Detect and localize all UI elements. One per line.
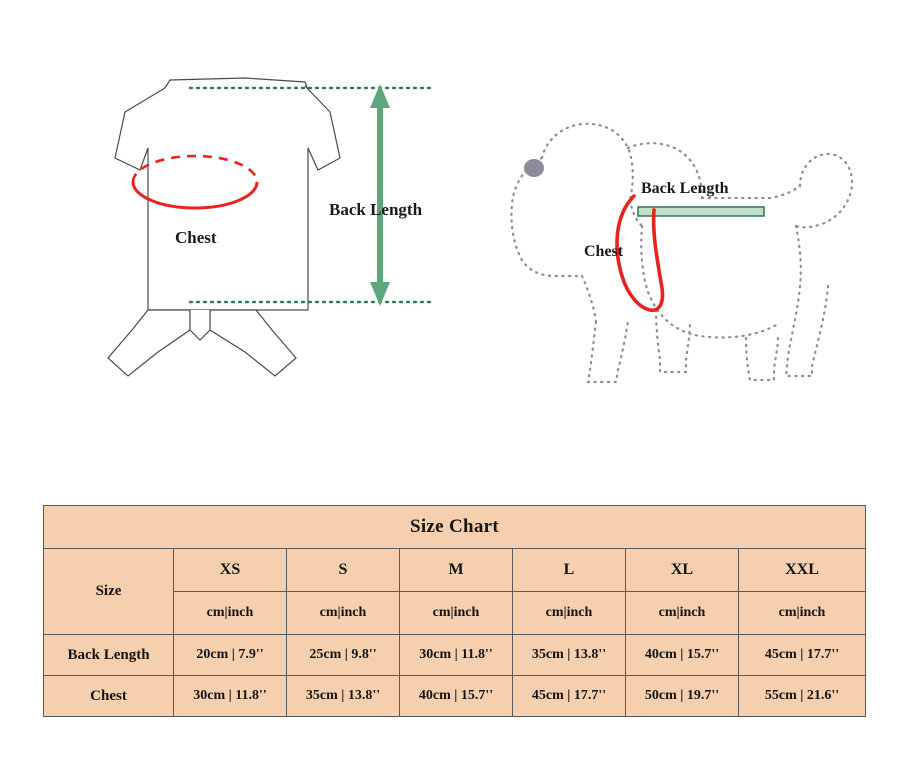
dog-diagram — [470, 70, 870, 410]
back-length-l: 35cm | 13.8'' — [513, 635, 626, 676]
back-length-xl: 40cm | 15.7'' — [626, 635, 739, 676]
table-row-header — [44, 549, 866, 592]
dog-front-leg-outline — [588, 320, 628, 382]
dog-head-outline — [511, 158, 582, 276]
dog-second-hind-leg — [746, 336, 778, 380]
chest-xxl: 55cm | 21.6'' — [739, 676, 866, 717]
column-header-xxl: XXL — [739, 549, 866, 592]
dog-chest-label: Chest — [584, 243, 624, 260]
row-label-chest: Chest — [44, 676, 174, 717]
garment-left-leg — [108, 310, 190, 376]
back-length-xs: 20cm | 7.9'' — [174, 635, 287, 676]
garment-right-leg — [210, 310, 296, 376]
garment-chest-label: Chest — [175, 228, 217, 247]
table-row-chest — [44, 676, 866, 717]
column-header-m: M — [400, 549, 513, 592]
dog-second-front-leg — [656, 310, 690, 372]
size-chart-title: Size Chart — [44, 506, 866, 549]
garment-back-length-label: Back Length — [329, 200, 423, 219]
dog-skull-outline — [542, 124, 633, 200]
unit-cell-xl: cm|inch — [626, 592, 739, 635]
back-length-m: 30cm | 11.8'' — [400, 635, 513, 676]
back-length-xxl: 45cm | 17.7'' — [739, 635, 866, 676]
column-header-l: L — [513, 549, 626, 592]
table-row-title — [44, 506, 866, 549]
unit-cell-m: cm|inch — [400, 592, 513, 635]
back-length-arrow — [370, 84, 390, 306]
back-length-s: 25cm | 9.8'' — [287, 635, 400, 676]
row-header-size: Size — [44, 549, 174, 635]
chest-m: 40cm | 15.7'' — [400, 676, 513, 717]
garment-crotch — [190, 310, 210, 340]
column-header-xs: XS — [174, 549, 287, 592]
dog-chest-front — [582, 276, 596, 322]
dog-tail-outline — [796, 154, 852, 227]
row-label-back-length: Back Length — [44, 635, 174, 676]
size-chart-table — [43, 505, 866, 717]
chest-s: 35cm | 13.8'' — [287, 676, 400, 717]
dog-back-length-label: Back Length — [641, 180, 729, 197]
chest-l: 45cm | 17.7'' — [513, 676, 626, 717]
size-chart-container — [43, 505, 865, 717]
unit-cell-xs: cm|inch — [174, 592, 287, 635]
dog-eye — [524, 159, 544, 177]
chest-xl: 50cm | 19.7'' — [626, 676, 739, 717]
unit-cell-l: cm|inch — [513, 592, 626, 635]
unit-cell-s: cm|inch — [287, 592, 400, 635]
column-header-xl: XL — [626, 549, 739, 592]
chest-xs: 30cm | 11.8'' — [174, 676, 287, 717]
unit-cell-xxl: cm|inch — [739, 592, 866, 635]
dog-back-length-measure — [638, 207, 764, 216]
dog-hind-leg-outline — [786, 226, 828, 376]
table-row-back-length — [44, 635, 866, 676]
column-header-s: S — [287, 549, 400, 592]
